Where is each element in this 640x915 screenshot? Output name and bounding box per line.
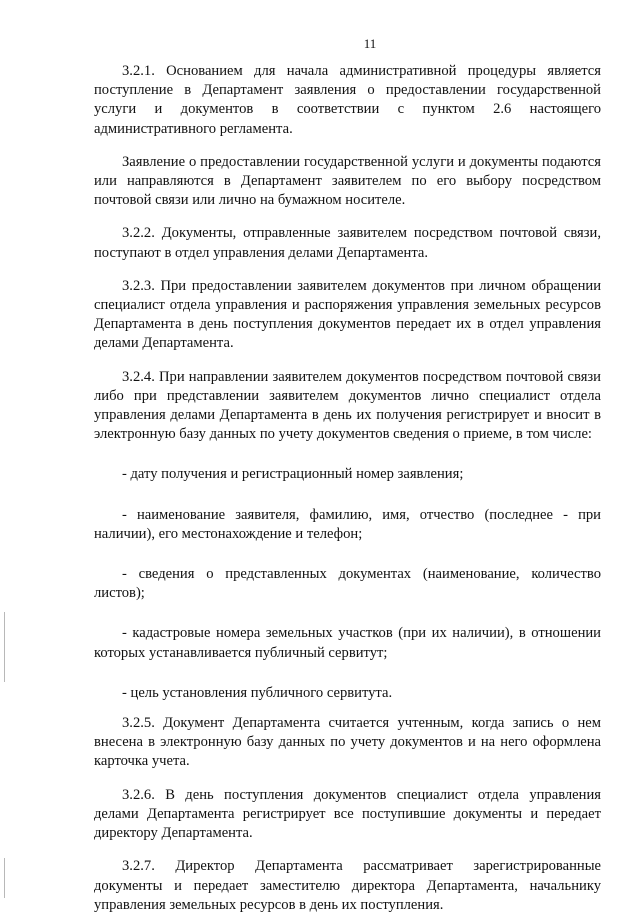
paragraph-3-2-3: 3.2.3. При предоставлении заявителем документов при личном обращении специалист отдела управления и распоряжения управления земельных ресурсов Департамента в день поступления документов передает их в отдел управления делами Департамента.	[94, 277, 601, 352]
paragraph-application-submission: Заявление о предоставлении государственной услуги и документы подаются или направляются в Департамент заявителем по его выбору посредством почтовой связи или лично на бумажном носителе.	[94, 153, 601, 209]
list-item-cadastral-numbers: - кадастровые номера земельных участков (при их наличии), в отношении которых устанавливается публичный сервитут;	[94, 625, 601, 661]
list-item-receipt-date: - дату получения и регистрационный номер заявления;	[122, 466, 464, 483]
document-body	[94, 62, 601, 915]
list-item-applicant-name: - наименование заявителя, фамилию, имя, отчество (последнее - при наличии), его местонахождение и телефон;	[94, 506, 601, 542]
page-number: 11	[363, 36, 377, 51]
paragraph-3-2-4: 3.2.4. При направлении заявителем документов посредством почтовой связи либо при представлении заявителем документов лично специалист отдела управления делами Департамента в день их получения регистрирует и вносит в электронную базу данных по учету документов сведения о приеме, в том числе:	[94, 368, 601, 443]
paragraph-3-2-5: 3.2.5. Документ Департамента считается учтенным, когда запись о нем внесена в электронную базу данных по учету документов и на него оформлена карточка учета.	[94, 715, 601, 770]
scan-edge-mark	[4, 858, 5, 898]
list-item-servitude-purpose: - цель установления публичного сервитута.	[122, 684, 393, 701]
paragraph-3-2-1: 3.2.1. Основанием для начала административной процедуры является поступление в Департамент заявления о предоставлении государственной услуги и документов в соответствии с пунктом 2.6 настоящего административного регламента.	[94, 63, 601, 137]
paragraph-3-2-2: 3.2.2. Документы, отправленные заявителем посредством почтовой связи, поступают в отдел управления делами Департамента.	[94, 225, 601, 261]
paragraph-3-2-6: 3.2.6. В день поступления документов специалист отдела управления делами Департамента регистрирует все поступившие документы и передает директору Департамента.	[94, 786, 601, 842]
paragraph-3-2-7: 3.2.7. Директор Департамента рассматривает зарегистрированные документы и передает заместителю директора Департамента, начальнику управления земельных ресурсов в день их поступления.	[94, 858, 601, 913]
list-item-documents-info: - сведения о представленных документах (наименование, количество листов);	[94, 566, 601, 602]
scan-edge-mark	[4, 612, 5, 682]
